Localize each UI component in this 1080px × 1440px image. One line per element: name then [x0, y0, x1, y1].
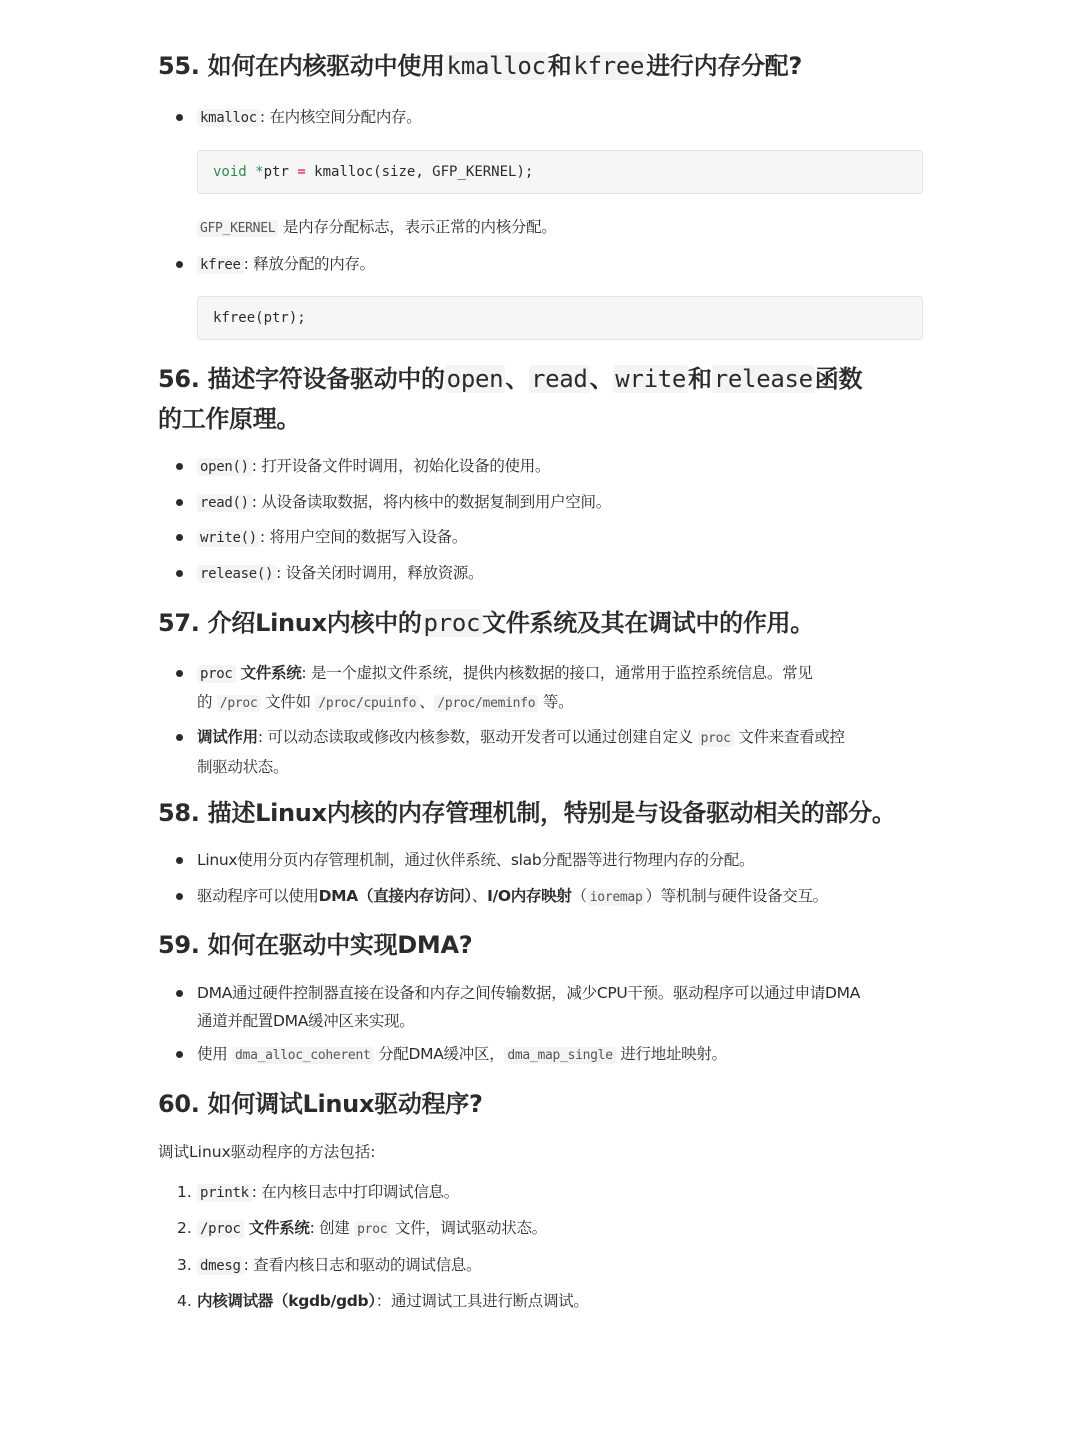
list-item: kmalloc : 在内核空间分配内存。	[197, 103, 917, 132]
bullet	[176, 463, 183, 470]
ordered-item-kgdb: 内核调试器（kgdb/gdb）：通过调试工具进行断点调试。	[197, 1292, 589, 1310]
list-item-proc: proc 文件系统: 是一个虚拟文件系统，提供内核数据的接口，通常用于监控系统信息。常见 的 /proc 文件如 /proc/cpuinfo 、 /proc/meminfo 等。	[197, 664, 813, 711]
inline-code: GFP_KERNEL	[197, 220, 278, 237]
inline-code: kmalloc	[197, 109, 260, 127]
list-item: 驱动程序可以使用DMA（直接内存访问）、I/O内存映射（ ioremap ）等机制与硬件设备交互。	[197, 887, 828, 905]
bullet	[176, 990, 183, 997]
list-number: 2.	[177, 1219, 192, 1237]
list-number: 4.	[177, 1292, 192, 1310]
bullet	[176, 534, 183, 541]
heading-q59: 59. 如何在驱动中实现DMA?	[158, 931, 473, 959]
heading-q56: 56. 描述字符设备驱动中的open、read、write和release函数 的工作原理。	[158, 365, 863, 433]
code-kmalloc: kmalloc	[446, 52, 546, 80]
heading-q55: 55. 如何在内核驱动中使用kmalloc和kfree进行内存分配?	[158, 52, 802, 80]
list-number: 1.	[177, 1183, 192, 1201]
heading-q57: 57. 介绍Linux内核中的proc文件系统及其在调试中的作用。	[158, 609, 814, 637]
list-item-read: read() : 从设备读取数据，将内核中的数据复制到用户空间。	[197, 488, 917, 517]
paragraph-intro: 调试Linux驱动程序的方法包括:	[158, 1143, 376, 1161]
ordered-item-dmesg: dmesg : 查看内核日志和驱动的调试信息。	[197, 1251, 917, 1280]
heading-q60: 60. 如何调试Linux驱动程序?	[158, 1090, 483, 1118]
inline-code: kfree	[197, 256, 244, 274]
bullet	[176, 114, 183, 121]
bullet	[176, 734, 183, 741]
list-item-write: write() : 将用户空间的数据写入设备。	[197, 523, 917, 552]
ordered-item-printk: printk : 在内核日志中打印调试信息。	[197, 1178, 917, 1207]
bullet	[176, 857, 183, 864]
list-item-release: release() : 设备关闭时调用，释放资源。	[197, 559, 917, 588]
list-item: Linux使用分页内存管理机制，通过伙伴系统、slab分配器等进行物理内存的分配。	[197, 851, 755, 869]
bullet	[176, 1051, 183, 1058]
list-number: 3.	[177, 1256, 192, 1274]
list-item: 使用 dma_alloc_coherent 分配DMA缓冲区， dma_map_single 进行地址映射。	[197, 1045, 727, 1063]
bullet	[176, 893, 183, 900]
note-gfp-kernel: GFP_KERNEL 是内存分配标志，表示正常的内核分配。	[197, 213, 917, 243]
bullet	[176, 570, 183, 577]
list-item: kfree : 释放分配的内存。	[197, 250, 917, 279]
list-item: DMA通过硬件控制器直接在设备和内存之间传输数据，减少CPU干预。驱动程序可以通过申请DMA 通道并配置DMA缓冲区来实现。	[197, 984, 861, 1030]
code-kfree: kfree	[573, 52, 645, 80]
heading-q58: 58. 描述Linux内核的内存管理机制，特别是与设备驱动相关的部分。	[158, 799, 896, 827]
bullet	[176, 670, 183, 677]
code-block-kfree: kfree(ptr);	[197, 296, 923, 340]
code-block-kmalloc: void *ptr = kmalloc(size, GFP_KERNEL);	[197, 150, 923, 194]
bullet	[176, 261, 183, 268]
bullet	[176, 499, 183, 506]
list-item-open: open() : 打开设备文件时调用，初始化设备的使用。	[197, 452, 917, 481]
list-item-debug: 调试作用: 可以动态读取或修改内核参数，驱动开发者可以通过创建自定义 proc 文件来查看或控 制驱动状态。	[197, 728, 845, 776]
ordered-item-proc: /proc 文件系统: 创建 proc 文件，调试驱动状态。	[197, 1214, 917, 1244]
